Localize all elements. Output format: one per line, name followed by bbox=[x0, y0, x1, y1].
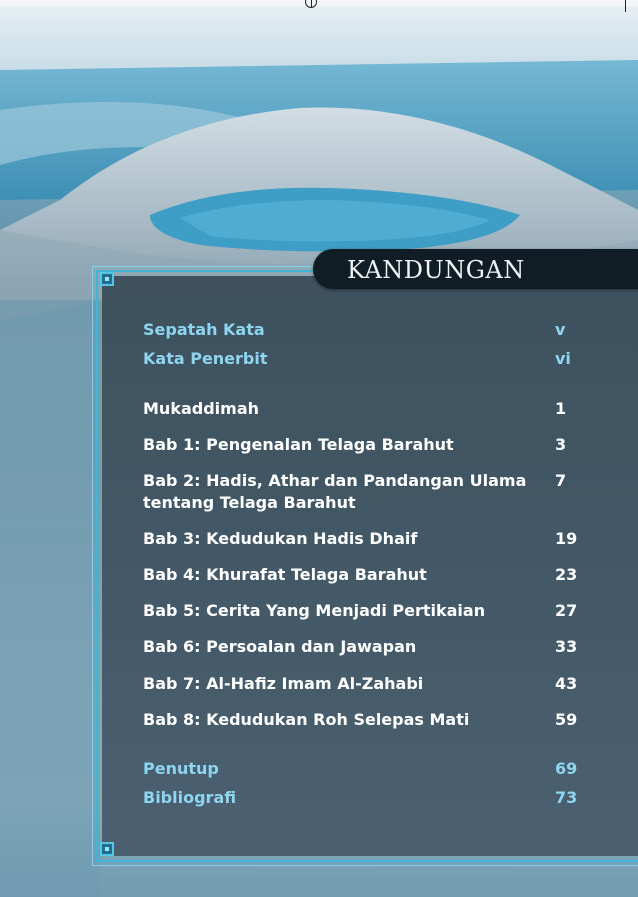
toc-entry-page: v bbox=[555, 320, 566, 339]
toc-entry-title: Bab 8: Kedudukan Roh Selepas Mati bbox=[143, 710, 470, 729]
toc-entry-page: 73 bbox=[555, 788, 578, 807]
toc-entry-page: 27 bbox=[555, 601, 578, 620]
toc-entry-page: 7 bbox=[555, 471, 567, 490]
toc-entry-page: 1 bbox=[555, 399, 567, 418]
toc-entry-page: 69 bbox=[555, 759, 578, 778]
toc-entry-title: Bab 7: Al-Hafiz Imam Al-Zahabi bbox=[143, 674, 424, 693]
page-title: KANDUNGAN bbox=[347, 256, 525, 284]
toc-entry-title: Penutup bbox=[143, 759, 219, 778]
toc-entry-page: 43 bbox=[555, 674, 578, 693]
frame-corner-ornament-top-icon bbox=[100, 272, 114, 286]
frame-corner-ornament-bottom-icon bbox=[100, 842, 114, 856]
toc-entry-title: Mukaddimah bbox=[143, 399, 259, 418]
toc-entry-title: Bab 1: Pengenalan Telaga Barahut bbox=[143, 435, 454, 454]
contents-header-banner bbox=[313, 249, 638, 289]
toc-entry-page: 23 bbox=[555, 565, 578, 584]
toc-entry-page: vi bbox=[555, 349, 571, 368]
toc-entry-title: Bab 4: Khurafat Telaga Barahut bbox=[143, 565, 427, 584]
toc-entry-title: Sepatah Kata bbox=[143, 320, 265, 339]
toc-entry-title: Bab 5: Cerita Yang Menjadi Pertikaian bbox=[143, 601, 486, 620]
toc-entry-page: 59 bbox=[555, 710, 578, 729]
toc-entry-page: 3 bbox=[555, 435, 567, 454]
toc-entry-title: Bab 2: Hadis, Athar dan Pandangan Ulama tentang Telaga Barahut bbox=[143, 471, 527, 512]
toc-entry-page: 19 bbox=[555, 529, 578, 548]
toc-entry-title: Bibliografi bbox=[143, 788, 237, 807]
toc-entry-title: Kata Penerbit bbox=[143, 349, 268, 368]
toc-entry-title: Bab 6: Persoalan dan Jawapan bbox=[143, 637, 417, 656]
crop-mark bbox=[625, 0, 626, 12]
toc-entry-title: Bab 3: Kedudukan Hadis Dhaif bbox=[143, 529, 418, 548]
toc-entry-page: 33 bbox=[555, 637, 578, 656]
